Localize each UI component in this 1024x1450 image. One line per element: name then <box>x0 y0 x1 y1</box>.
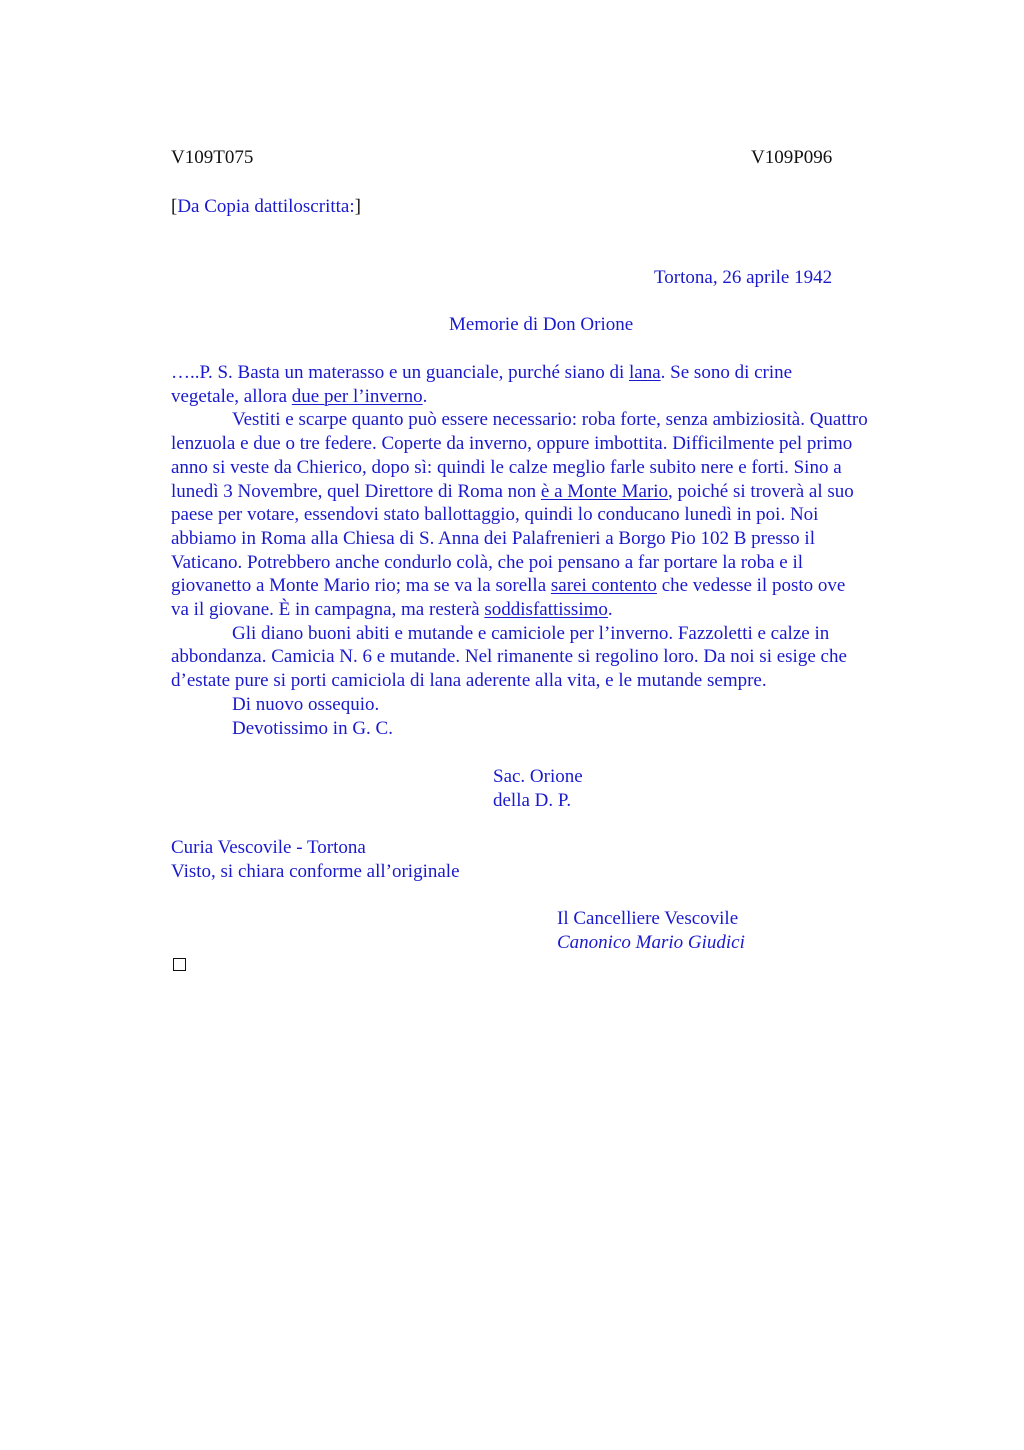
document-title: Memorie di Don Orione <box>449 314 634 335</box>
body-paragraph-1 <box>171 361 931 408</box>
signature-affiliation: della D. P. <box>493 790 572 811</box>
body-line: abbiamo in Roma alla Chiesa di S. Anna dei Palafrenieri a Borgo Pio 102 B presso il <box>171 527 815 549</box>
body-line: giovanetto a Monte Mario rio; ma se va la sorella sarei contento che vedesse il posto ove <box>171 575 846 597</box>
underlined-text: lana <box>629 362 661 383</box>
body-paragraph-2 <box>171 408 931 621</box>
body-line: Vestiti e scarpe quanto può essere necessario: roba forte, senza ambiziosità. Quattro <box>232 409 868 431</box>
underlined-text: è a Monte Mario <box>540 480 669 502</box>
body-line: …..P. S. Basta un materasso e un guanciale, purché siano di lana. Se sono di crine <box>171 362 793 383</box>
underlined-text: sarei contento <box>550 575 657 597</box>
underlined-text: soddisfattissimo <box>484 599 608 621</box>
body-line: paese per votare, essendovi stato ballottaggio, quindi lo conducano lunedì in poi. Noi <box>171 504 819 526</box>
source-close-bracket: ] <box>354 196 361 217</box>
source-open-bracket: [ <box>171 196 178 217</box>
body-line: anno si veste da Chierico, dopo sì: quindi le calze meglio farle subito nere e forti. Sino a <box>171 456 842 478</box>
body-line: Gli diano buoni abiti e mutande e camiciole per l’inverno. Fazzoletti e calze in <box>232 622 830 644</box>
body-line: d’estate pure si porti camiciola di lana aderente alla vita, e le mutande sempre. <box>171 670 767 692</box>
certification-line: Visto, si chiara conforme all’originale <box>171 861 460 882</box>
document-code-left: V109T075 <box>171 147 254 168</box>
underlined-text: due per l’inverno <box>291 385 423 407</box>
closing <box>171 693 931 740</box>
body-line: abbondanza. Camicia N. 6 e mutande. Nel rimanente si regolino loro. Da noi si esige che <box>171 646 847 668</box>
closing-line: Devotissimo in G. C. <box>232 717 393 739</box>
body-line: lenzuola e due o tre federe. Coperte da inverno, oppure imbottita. Difficilmente pel primo <box>171 433 853 455</box>
body-line: vegetale, allora due per l’inverno. <box>171 385 428 407</box>
signature-name: Sac. Orione <box>493 766 583 787</box>
chancellor-name: Canonico Mario Giudici <box>557 932 745 953</box>
body-line: Vaticano. Potrebbero anche condurlo colà, che poi pensano a far portare la roba e il <box>171 551 804 573</box>
chancellor-title: Il Cancelliere Vescovile <box>557 908 739 929</box>
curia-line: Curia Vescovile - Tortona <box>171 837 366 858</box>
body-line: lunedì 3 Novembre, quel Direttore di Roma non è a Monte Mario, poiché si troverà al suo <box>171 480 854 502</box>
closing-line: Di nuovo ossequio. <box>232 693 380 715</box>
document-code-right: V109P096 <box>751 147 833 168</box>
body-line: va il giovane. È in campagna, ma resterà soddisfattissimo. <box>171 599 613 621</box>
source-note <box>171 195 361 219</box>
letter-date: Tortona, 26 aprile 1942 <box>654 267 833 288</box>
square-icon <box>173 958 186 971</box>
body-paragraph-3 <box>171 622 931 693</box>
source-text: Da Copia dattiloscritta: <box>177 196 355 217</box>
